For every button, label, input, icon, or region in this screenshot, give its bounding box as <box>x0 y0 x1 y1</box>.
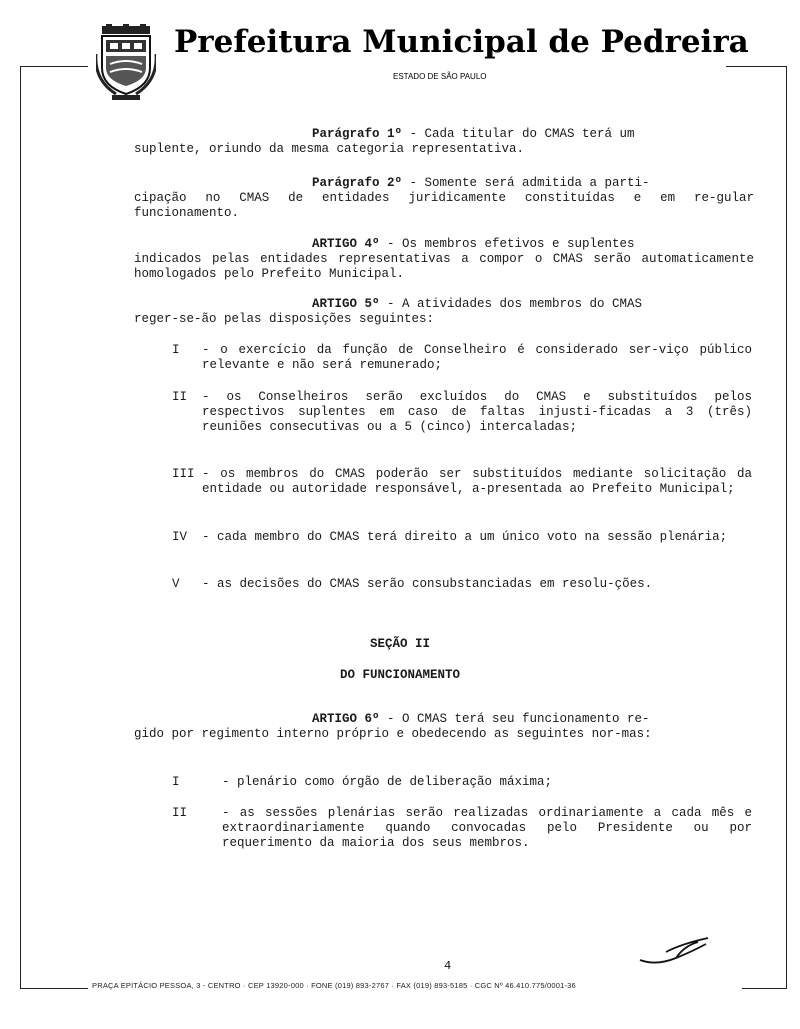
artigo-6-label: ARTIGO 6º <box>312 712 380 726</box>
header-rule <box>20 66 88 67</box>
list-item <box>172 806 762 868</box>
section-subheading: DO FUNCIONAMENTO <box>339 668 461 682</box>
artigo-5-label: ARTIGO 5º <box>312 297 380 311</box>
item-text: - as sessões plenárias serão realizadas ordinariamente a cada mês e extraordinariamente quando convocadas pelo Presidente ou por requerimento da maioria dos seus membros. <box>222 806 752 850</box>
item-text: - os Conselheiros serão excluídos do CMAS e substituídos pelos respectivos suplentes em caso de faltas injusti-ficadas a 3 (três) reuniões consecutivas ou a 5 (cinco) intercaladas; <box>202 390 752 434</box>
item-text: - plenário como órgão de deliberação máxima; <box>222 775 553 789</box>
paragraph-2 <box>134 176 754 221</box>
right-border <box>786 66 787 989</box>
paragraph-1 <box>134 127 754 157</box>
paragraph-2-first-line: - Somente será admitida a parti- <box>402 176 650 190</box>
artigo-6-text: gido por regimento interno próprio e obedecendo as seguintes nor-mas: <box>134 727 652 741</box>
list-item <box>172 775 762 791</box>
item-text: - os membros do CMAS poderão ser substituídos mediante solicitação da entidade ou autoridade responsável, a-presentada ao Prefeito Municipal; <box>202 467 752 496</box>
list-item <box>172 467 762 513</box>
signature <box>636 930 716 970</box>
item-number: II <box>172 390 188 404</box>
paragraph-2-label: Parágrafo 2º <box>312 176 403 190</box>
left-border <box>20 66 21 989</box>
item-number: III <box>172 467 195 481</box>
paragraph-1-text: suplente, oriundo da mesma categoria representativa. <box>134 142 525 156</box>
item-text: - as decisões do CMAS serão consubstanciadas em resolu-ções. <box>202 577 653 591</box>
section-heading: SEÇÃO II <box>369 637 430 651</box>
state-subtitle: ESTADO DE SÃO PAULO <box>393 72 487 81</box>
artigo-6 <box>134 712 754 742</box>
item-text: - cada membro do CMAS terá direito a um único voto na sessão plenária; <box>202 530 728 544</box>
artigo-5-text: reger-se-ão pelas disposições seguintes: <box>134 312 435 326</box>
artigo-5-first-line: - A atividades dos membros do CMAS <box>379 297 643 311</box>
footer-rule-left <box>20 988 88 989</box>
artigo-6-first-line: - O CMAS terá seu funcionamento re- <box>379 712 650 726</box>
artigo-5 <box>134 297 754 327</box>
item-number: II <box>172 806 188 820</box>
artigo-4 <box>134 237 754 282</box>
item-number: I <box>172 343 180 357</box>
footer-address: PRAÇA EPITÁCIO PESSOA, 3 - CENTRO · CEP 13920-000 · FONE (019) 893-2767 · FAX (019) 893-5185 · CGC Nº 46.410.775/0001-36 <box>92 981 576 990</box>
list-item <box>172 390 762 452</box>
item-number: I <box>172 775 180 789</box>
page-number: 4 <box>444 959 452 973</box>
artigo-4-label: ARTIGO 4º <box>312 237 380 251</box>
page-title: Prefeitura Municipal de Pedreira <box>174 24 749 60</box>
paragraph-2-text: cipação no CMAS de entidades juridicamente constituídas e em re-gular funcionamento. <box>134 191 754 220</box>
header-rule-right <box>726 66 786 67</box>
paragraph-1-label: Parágrafo 1º <box>312 127 403 141</box>
artigo-4-text: indicados pelas entidades representativas a compor o CMAS serão automaticamente homologados pelo Prefeito Municipal. <box>134 252 754 281</box>
paragraph-1-first-line: - Cada titular do CMAS terá um <box>402 127 635 141</box>
list-item <box>172 343 762 375</box>
footer-rule-right <box>742 988 786 989</box>
artigo-4-first-line: - Os membros efetivos e suplentes <box>379 237 635 251</box>
coat-of-arms-logo <box>96 24 156 104</box>
list-item <box>172 530 762 562</box>
item-number: V <box>172 577 180 591</box>
item-number: IV <box>172 530 188 544</box>
list-item <box>172 577 762 609</box>
item-text: - o exercício da função de Conselheiro é considerado ser-viço público relevante e não será remunerado; <box>202 343 752 372</box>
